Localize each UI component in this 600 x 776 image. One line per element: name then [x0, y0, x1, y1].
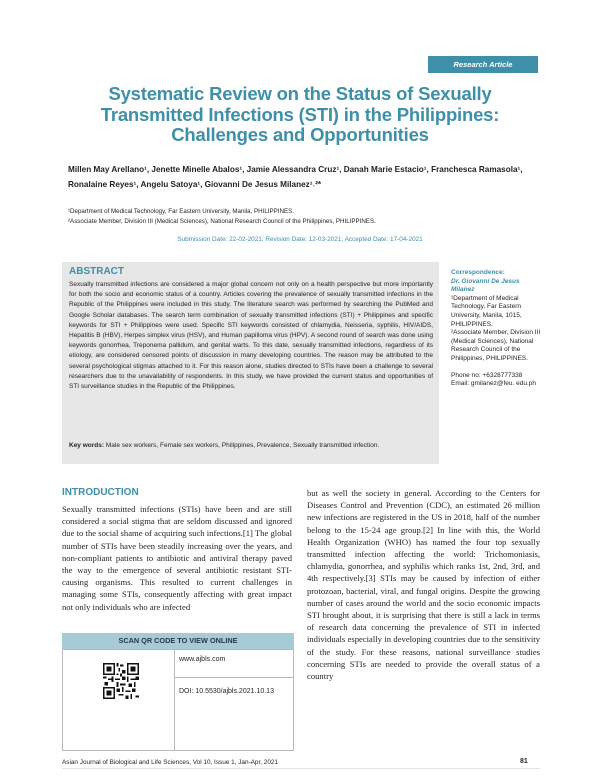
qr-box-divider: [174, 649, 175, 751]
correspondence-phone: Phone no: +6328777338: [451, 371, 523, 379]
introduction-heading: INTRODUCTION: [62, 487, 139, 498]
journal-footer: Asian Journal of Biological and Life Sciences, Vol 10, Issue 1, Jan-Apr, 2021: [62, 759, 278, 766]
affiliation-2: ²Associate Member, Division III (Medical Sciences), National Research Council of the Philippines, PHILIPPINES.: [68, 217, 376, 225]
affiliation-1: ¹Department of Medical Technology, Far Eastern University, Manila, PHILIPPINES.: [68, 208, 294, 215]
correspondence-line-1: ¹Department of Medical Technology, Far Eastern University, Manila, 1015, PHILIPPINES.: [451, 294, 522, 328]
correspondence-line-2: ²Associate Member, Division III (Medical Sciences), National Research Council of the Philippines, PHILIPPINES.: [451, 329, 541, 362]
introduction-column-2: but as well the society in general. According to the Centers for Diseases Control and Prevention (CDC), an estimated 26 million new infections are registered in the US in 2018, half of the number belong to the 15-24 age group.[2] In line with this, the World Health Organization (WHO) has named the four top sexually transmitted infection affecting the world: Trichomoniasis, chlamydia, gonorrhea, and syphilis which ranks 1st, 2nd, 3rd, and 4th respectively.[3] STIs may be caused by infection of either protozoan, bacterial, viral, and fungal origins. Despite the growing number of cases around the world and the socio economic impacts STI brought about, it is surprising that there is still a lack in terms of research data concerning the prevalence of STI in infected individuals especially in developing countries due to the sensitivity of the study. For these reasons, national surveillance studies concerning STIs are needed to provide the overall status of a country: [307, 488, 540, 682]
affiliations: [68, 207, 538, 226]
keywords-text: Male sex workers, Female sex workers, Philippines, Prevalence, Sexually transmitted infection.: [104, 442, 380, 449]
abstract-body: Sexually transmitted infections are considered a major global concern not only on a health perspective but more importantly for both the socio and economic status of a country. Articles covering the prevalence of sexually transmitted infections in the Republic of the Philippines were included in this study. The literature search was performed by searching the PubMed and Google Scholar databases. The search term combination of sexually transmitted infections (STI) + Philippines and specific keywords for STI + Philippines were used. Specific STI keywords consisted of chlamydia, Neisseria, syphilis, HIV/AIDS, Hepatitis B (HBV), Herpes simplex virus (HSV), and Human papilloma virus (HPV). A second round of search was done using keywords gonorrhea, Treponema pallidum, and genital warts. To this date, sexually transmitted infections, regardless of its etiology, are considered censored points of discussion in many developing countries. The reason may be attributed to the several psychological stigmas attached to it. For this reason alone, studies directed to STIs have been a challenge to several researchers due to the unavailability of respondents. In this study, we have provided the current status and opportunities of STI surveillance studies in the Republic of the Philippines.: [69, 281, 433, 391]
correspondence-name: Dr. Giovanni De Jesus Milanez: [451, 277, 520, 294]
keywords-label: Key words:: [69, 442, 105, 449]
qr-code-icon[interactable]: [103, 663, 139, 699]
paper-title: Systematic Review on the Status of Sexually Transmitted Infections (STI) in the Philippines: Challenges and Opportunities: [100, 83, 500, 145]
doi-link[interactable]: DOI: 10.5530/ajbls.2021.10.13: [179, 688, 274, 695]
correspondence-label: Correspondence:: [451, 269, 505, 276]
correspondence-email[interactable]: Email: gmilanez@feu. edu.ph: [451, 380, 537, 388]
introduction-column-1: Sexually transmitted infections (STIs) have been and are still considered a social stigma that are seldom discussed and ignored due to the social shame of acquiring such infections.[1] The global number of STIs have been steadily increasing over the years, and non-compliant patients to antibiotic and antiviral therapy paved the way to the emergence of several antibiotic resistant STI-causing organisms. This resulted to current challenges in managing some STIs, consequently affecting with great impact not only individuals who are infected: [62, 504, 292, 612]
article-type-badge: Research Article: [428, 56, 538, 73]
footer-rule: [62, 768, 540, 769]
journal-url-link[interactable]: www.ajbls.com: [179, 656, 226, 663]
page-number: 81: [520, 758, 528, 765]
author-list: Millen May Arellano¹, Jenette Minelle Abalos¹, Jamie Alessandra Cruz¹, Danah Marie Estacio¹, Franchesca Ramasola¹, Ronalaine Reyes¹, Angelu Satoya¹, Giovanni De Jesus Milanez¹˒²*: [68, 165, 523, 189]
qr-box-heading: SCAN QR CODE TO VIEW ONLINE: [62, 633, 294, 649]
correspondence-block: [451, 269, 543, 389]
qr-box-divider-horizontal: [174, 677, 294, 678]
keywords: [69, 441, 433, 451]
submission-dates: Submission Date: 22-02-2021; Revision Date: 12-03-2021; Accepted Date: 17-04-2021: [177, 236, 423, 243]
abstract-heading: ABSTRACT: [69, 266, 124, 277]
qr-box: [62, 649, 294, 751]
